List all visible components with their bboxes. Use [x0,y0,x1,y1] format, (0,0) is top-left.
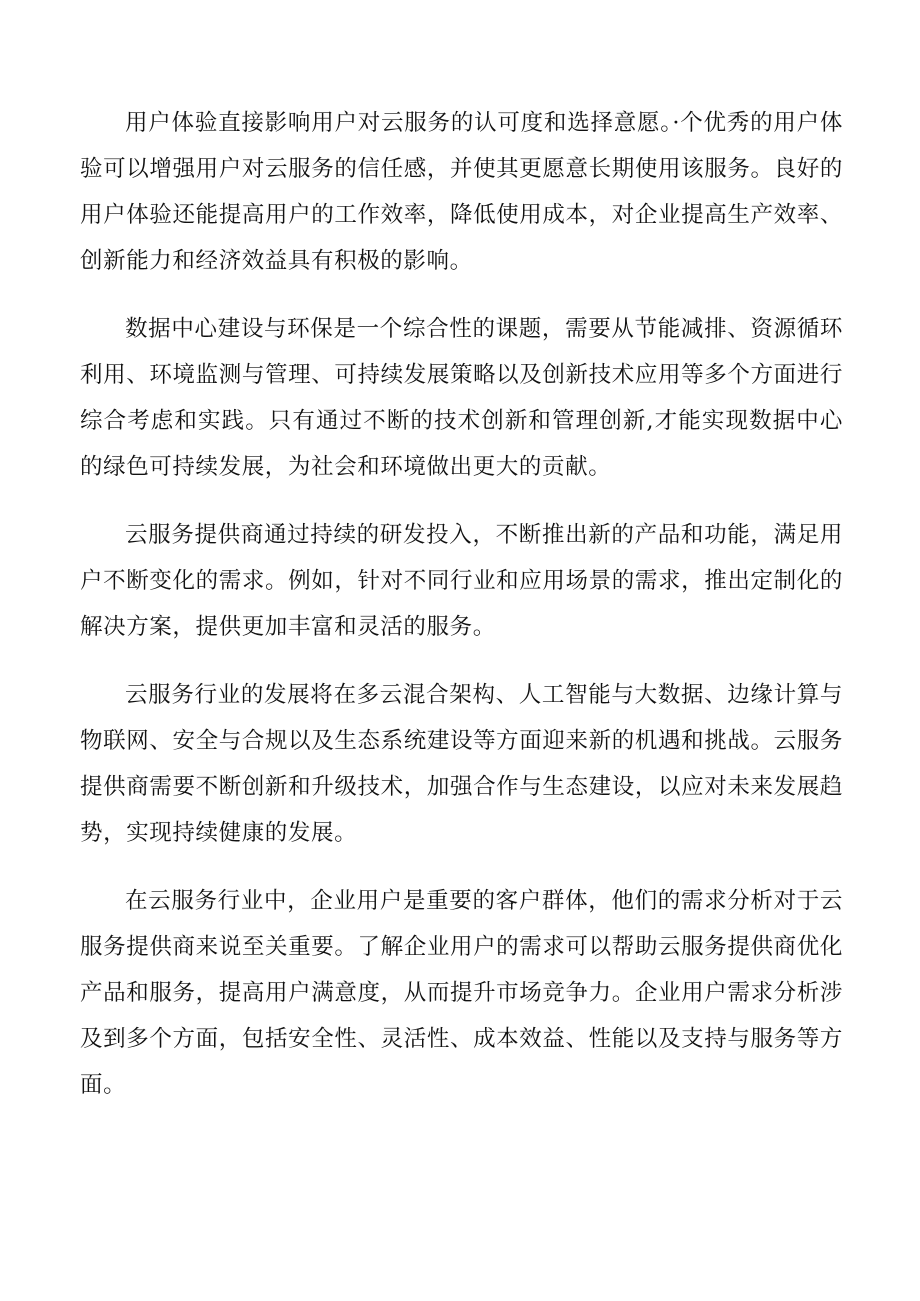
document-body [80,100,843,1130]
paragraph-enterprise-needs: 在云服务行业中，企业用户是重要的客户群体，他们的需求分析对于云服务提供商来说至关重要。了解企业用户的需求可以帮助云服务提供商优化产品和服务，提高用户满意度，从而提升市场竞争力。企业用户需求分析涉及到多个方面，包括安全性、灵活性、成本效益、性能以及支持与服务等方面。 [80,888,843,1098]
paragraph-rd-investment: 云服务提供商通过持续的研发投入，不断推出新的产品和功能，满足用户不断变化的需求。例如，针对不同行业和应用场景的需求，推出定制化的解决方案，提供更加丰富和灵活的服务。 [80,522,843,640]
paragraph-datacenter-environment: 数据中心建设与环保是一个综合性的课题，需要从节能减排、资源循环利用、环境监测与管理、可持续发展策略以及创新技术应用等多个方面进行综合考虑和实践。只有通过不断的技术创新和管理创新,才能实现数据中心的绿色可持续发展，为社会和环境做出更大的贡献。 [80,316,843,480]
paragraph-industry-development: 云服务行业的发展将在多云混合架构、人工智能与大数据、边缘计算与物联网、安全与合规以及生态系统建设等方面迎来新的机遇和挑战。云服务提供商需要不断创新和升级技术，加强合作与生态建设，以应对未来发展趋势，实现持续健康的发展。 [80,682,843,846]
paragraph-user-experience: 用户体验直接影响用户对云服务的认可度和选择意愿。·个优秀的用户体验可以增强用户对云服务的信任感，并使其更愿意长期使用该服务。良好的用户体验还能提高用户的工作效率，降低使用成本，对企业提高生产效率、创新能力和经济效益具有积极的影响。 [80,110,843,274]
